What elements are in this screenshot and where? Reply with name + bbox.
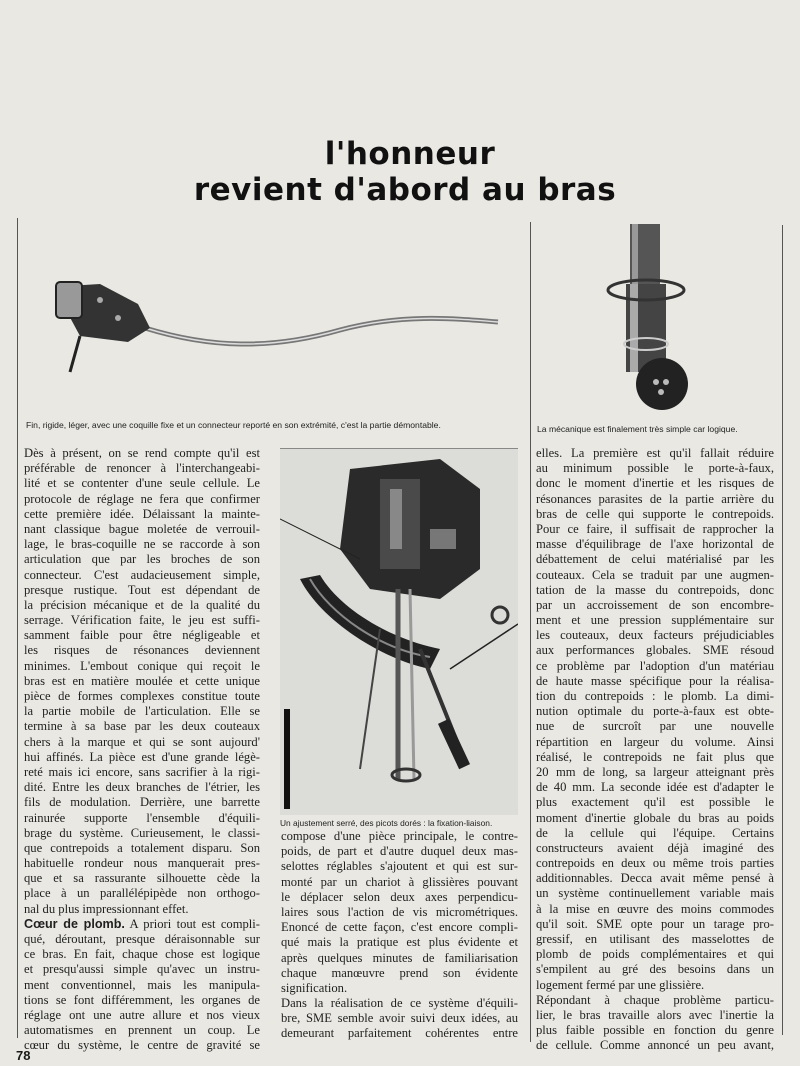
col1-line: Dès à présent, on se rend compte qu'il est [24,446,260,460]
column-3 [536,446,774,1054]
col1-line: minimes. L'embout conique qui reçoit le [24,658,260,673]
title-line-2: revient d'abord au bras [193,172,617,208]
col1-line: presque rustique. Tout est dépendant de [24,582,260,597]
col1-line: connecteur. C'est audacieusement simple, [24,567,260,582]
tonearm-photo [40,258,510,378]
col2-line: selottes réglables s'ajoutent et qui est sur- [281,859,518,874]
col1-line: lité et se contenter d'une seule cellule. Le [24,476,260,491]
col3-line: Pour ce faire, il suffisait de rapprocher la [536,521,774,536]
col1-line: hui affinés. La pièce est d'une grande légè- [24,749,260,764]
col3-line: logement fermé par une glissière. [536,977,705,992]
col1-subhead-line [24,917,260,932]
col3-line: bras de celle qui supporte le contrepoids. [536,506,774,521]
col1-line: nal du plus impressionnant effet. [24,901,189,916]
col2-line: poids, de part et d'autre duquel deux mas- [281,844,518,859]
col1-line: que contrepoids a totalement disparu. Son [24,840,260,855]
subheading: Cœur de plomb. [24,916,125,931]
col3-line: par un accroissement de son encombre- [536,597,774,612]
col3-line: nution optimale du porte-à-faux est obte- [536,704,774,719]
col2-line: demeurant parfaitement cohérentes entre [281,1026,518,1041]
col1-line: fils de modulation. Derrière, une barrette [24,795,260,810]
col1b-line: tions se font différemment, les organes de [24,992,260,1007]
col3-line: au minimum possible le porte-à-faux, [536,461,774,476]
col3-line: plus exactement qu'il est possible le [536,795,774,810]
column-rule-left [17,218,18,1038]
page-number: 78 [16,1048,31,1063]
col2-line: le déplacer selon deux axes perpendicu- [281,889,518,904]
col3-line: tation de la masse du contrepoids, donc [536,582,774,597]
col1-line: la précision mécanique et de la qualité du [24,597,260,612]
col3-line: masse d'équilibrage de l'axe horizontal de [536,537,774,552]
col3-line: ment et une pression supplémentaire sur [536,613,774,628]
col3-line: un système continuellement variable mais [536,886,774,901]
col1b-line: A priori tout est compli- [124,916,260,931]
col3-line: lier, le bras travaille alors avec l'inertie la [536,1007,774,1022]
col1-line: préférable de renoncer à l'interchangeabi- [24,461,260,476]
col3-line: couteaux. Cela se traduit par une augmen- [536,567,774,582]
col1b-line: ment conventionnel, mais les manipula- [24,977,260,992]
title-line-1: l'honneur [324,136,496,172]
col3-line: de cellule. Comme annoncé un peu avant, [536,1038,774,1053]
col3-line: réalisé, le contrepoids ne fait plus que [536,749,774,764]
col3-line: donc le moment d'inertie et les risques de [536,476,774,491]
col1-line: chers à la marque et qui se sont aujourd' [24,734,260,749]
caption-arm: Fin, rigide, léger, avec une coquille fixe et un connecteur reporté en son extrémité, c'est la partie démontable. [26,420,441,430]
col2-line: après quelques minutes de familiarisation [281,950,518,965]
col3-line: 20 mm de long, sa largeur atteignant près [536,764,774,779]
col1-line: samment faible pour être négligeable et [24,628,260,643]
col3-line: plomb de poids complémentaires et qui [536,947,774,962]
col1b-line: qué, déroutant, presque déraisonnable sur [24,932,260,946]
col3-line: nue de surcroît par une nouvelle [536,719,774,734]
col3-line: qu'il soit. SME opte pour un tarage pro- [536,916,774,931]
col2-line: signification. [281,980,348,995]
col3-line: débattement de celui matérialisé par les [536,552,774,567]
column-rule-right [782,225,783,1035]
column-2 [281,829,518,1042]
col1b-line: ce bras. En fait, chaque chose est logique [24,947,260,962]
col2-line: chaque manœuvre prend son évidente [281,965,518,980]
col3-line: à la mise en œuvre des moins commodes [536,901,774,916]
pivot-photo [280,448,518,815]
col1-line: dité. Entre les deux branches de l'étrier, les [24,780,260,795]
connector-photo [600,224,720,414]
col2-line: laires sous l'action de vis micrométriques. [281,904,518,919]
col3-line: constructeurs avaient déjà imaginé des [536,840,774,855]
col2-line: compose d'une pièce principale, le contre- [281,829,518,843]
col1-line: brage du système. Curieusement, le classi- [24,825,260,840]
col2-line: Dans la réalisation de ce système d'équili- [281,996,518,1011]
col3-line: contrepoids en deux ou même trois parties [536,856,774,871]
col1-line: les risques de résonances deviennent [24,643,260,658]
col1-line: cette première idée. Délaissant la mainte- [24,506,260,521]
col3-line: plus faible possible en fonction du genre [536,1023,774,1038]
col3-line: aux performances globales. SME résoud [536,643,774,658]
col1b-line: automatismes en prennent un coup. Le [24,1023,260,1038]
col2-line: bre, SME semble avoir suivi deux idées, au [281,1011,518,1026]
col2-line: monté par un chariot à glissières pouvant [281,874,518,889]
caption-connector: La mécanique est finalement très simple car logique. [537,424,738,434]
col1-line: la partie mobile de l'articulation. Elle se [24,704,260,719]
col3-line: s'empilent au gré des besoins dans un [536,962,774,977]
col3-line: résonances parasites de la partie arrière du [536,491,774,506]
col3-line: gressif, en utilisant des masselottes de [536,932,774,946]
col1-line: bras est en matière moulée et cette unique [24,673,260,688]
col1-line: termine à sa base par les deux couteaux [24,719,260,734]
col1-line: habituelle rondeur nous manquerait pres- [24,856,260,871]
col3-line: de la cellule qui l'équipe. Certains [536,825,774,840]
col3-line: moment d'inertie globale du bras au poids [536,810,774,825]
col3-line: les couteaux, deux facteurs préjudiciables [536,628,774,643]
col1-line: nant classique bague moletée de verrouil- [24,521,260,536]
col1-line: place à un parallélépipède non orthogo- [24,886,260,901]
col1b-line: et presqu'aussi simple qu'avec un instru- [24,962,260,977]
col3-line: répartition en largeur du volume. Ainsi [536,734,774,749]
caption-pivot: Un ajustement serré, des picots dorés : la fixation-liaison. [280,818,493,828]
col3-line: Répondant à chaque problème particu- [536,992,774,1007]
col2-line: Enoncé de cette façon, c'est encore compli- [281,920,518,935]
column-1 [24,446,260,1054]
col1-line: lage, le bras-coquille ne se raccorde à son [24,537,260,552]
col1b-line: réglage ont une autre allure et nos vieux [24,1007,260,1022]
col3-line: de 40 mm. La seconde idée est d'adapter le [536,780,774,795]
col1-line: serrage. Vérification faite, le jeu est suffi- [24,613,260,628]
col1-line: rainurée supporte l'ensemble d'équili- [24,810,260,825]
col3-line: additionnables. Decca avait même pensé à [536,871,774,886]
col1-line: que et sa rassurante silhouette cède la [24,871,260,886]
col2-line: qué mais la pratique est plus évidente et [281,935,518,950]
col1b-line: cœur du système, le centre de gravité se [24,1038,260,1053]
col1-line: protocole de réglage ne fera que confirmer [24,491,260,506]
column-rule-middle [530,222,531,1042]
col1-line: articulation que par les broches de son [24,552,260,567]
col3-line: elles. La première est qu'il fallait réduire [536,446,774,460]
col3-line: de haute masse spécifique pour la réalisa- [536,673,774,688]
col3-line: ce problème par l'adoption d'un matériau [536,658,774,673]
col1-line: reté mais ici encore, sans sacrifier à la rigi- [24,764,260,779]
col1-line: pièce de formes complexes constitue toute [24,689,260,703]
col3-line: tion du contrepoids : le plomb. La dimi- [536,689,774,703]
